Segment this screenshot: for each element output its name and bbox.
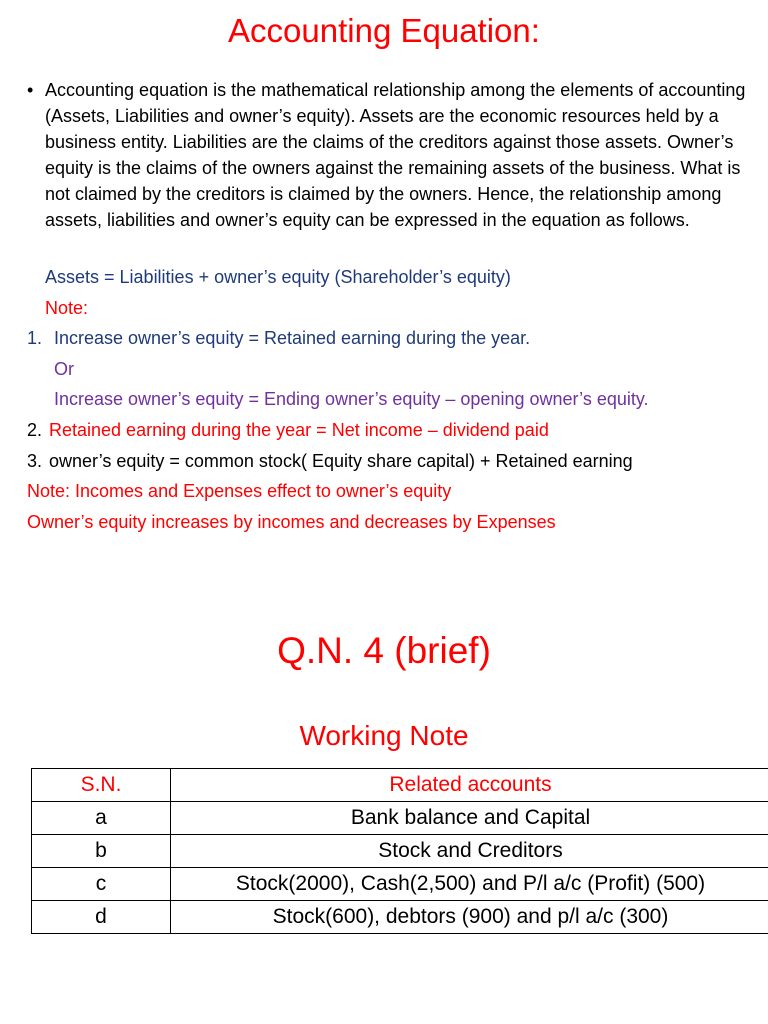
item1-number: 1. bbox=[27, 328, 43, 348]
item2-text: Retained earning during the year = Net income – dividend paid bbox=[49, 420, 549, 440]
table-header-row bbox=[32, 769, 768, 802]
table-row bbox=[32, 802, 768, 835]
row-accounts: Stock(2000), Cash(2,500) and P/l a/c (Profit) (500) bbox=[171, 868, 768, 901]
qn-title: Q.N. 4 (brief) bbox=[277, 630, 491, 671]
bullet-icon: • bbox=[27, 80, 34, 100]
item1-alt: Increase owner’s equity = Ending owner’s equity – opening owner’s equity. bbox=[54, 389, 649, 409]
item2-number: 2. bbox=[27, 420, 43, 440]
row-accounts: Bank balance and Capital bbox=[171, 802, 768, 835]
intro-paragraph: Accounting equation is the mathematical relationship among the elements of accounting (Assets, Liabilities and owner’s equity). Assets are the economic resources held by a business entity. Liabilities are the claims of the creditors against those assets. Owner’s equity is the claims of the owners against the remaining assets of the business. What is not claimed by the creditors is claimed by the owners. Hence, the relationship among assets, liabilities and owner’s equity can be expressed in the equation as follows. bbox=[45, 80, 746, 230]
item1-text: Increase owner’s equity = Retained earning during the year. bbox=[54, 328, 531, 348]
header-sn: S.N. bbox=[32, 769, 171, 802]
equation-line: Assets = Liabilities + owner’s equity (Shareholder’s equity) bbox=[45, 267, 511, 287]
row-sn: a bbox=[32, 802, 171, 835]
item3-text: owner’s equity = common stock( Equity share capital) + Retained earning bbox=[49, 451, 633, 471]
working-note-title: Working Note bbox=[299, 720, 469, 751]
note2: Note: Incomes and Expenses effect to owner’s equity bbox=[27, 481, 452, 501]
working-note-table bbox=[31, 768, 768, 934]
table-row bbox=[32, 901, 768, 934]
row-accounts: Stock(600), debtors (900) and p/l a/c (300) bbox=[171, 901, 768, 934]
note-label: Note: bbox=[45, 298, 89, 318]
row-sn: b bbox=[32, 835, 171, 868]
page-title: Accounting Equation: bbox=[228, 12, 540, 49]
table-row bbox=[32, 835, 768, 868]
item3-number: 3. bbox=[27, 451, 43, 471]
row-sn: c bbox=[32, 868, 171, 901]
header-related-accounts: Related accounts bbox=[171, 769, 768, 802]
table-row bbox=[32, 868, 768, 901]
or-text: Or bbox=[54, 359, 74, 379]
note3: Owner’s equity increases by incomes and decreases by Expenses bbox=[27, 512, 556, 532]
row-sn: d bbox=[32, 901, 171, 934]
row-accounts: Stock and Creditors bbox=[171, 835, 768, 868]
